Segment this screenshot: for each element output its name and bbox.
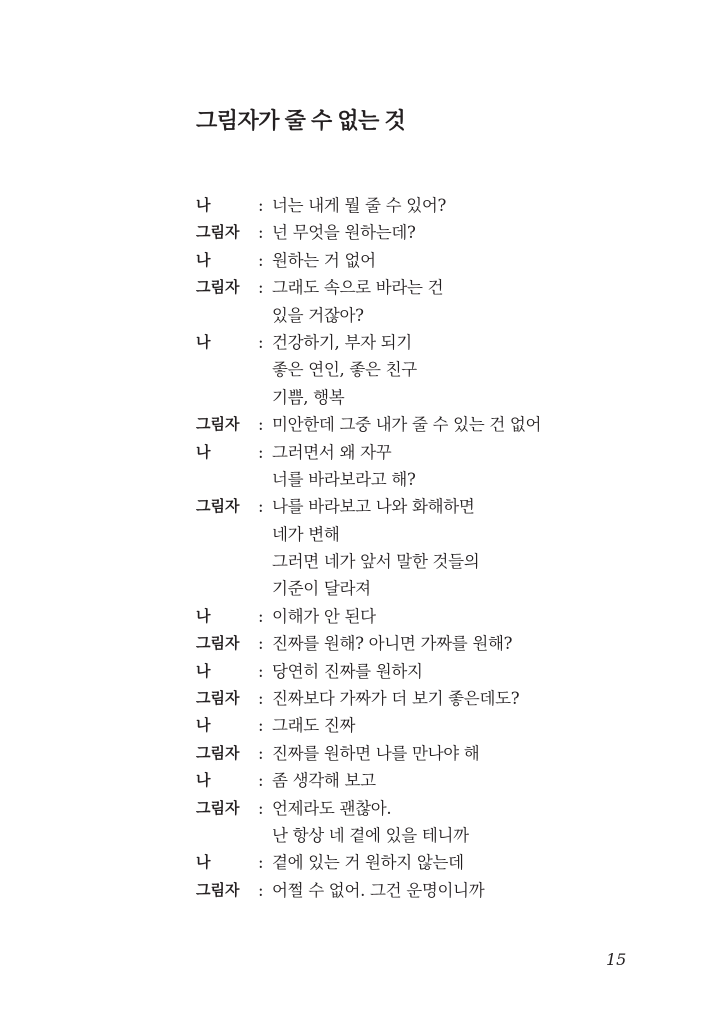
colon-separator: : [258, 415, 264, 435]
colon-separator: : [258, 634, 264, 654]
dialogue-text: 네가 변해 [272, 524, 340, 544]
dialogue-text: 원하는 거 없어 [272, 250, 376, 270]
page-number: 15 [606, 950, 627, 969]
colon-separator: : [258, 442, 264, 462]
dialogue-text: 넌 무엇을 원하는데? [272, 223, 416, 243]
colon-separator: : [258, 798, 264, 818]
colon-separator: : [258, 250, 264, 270]
dialogue-text: 너를 바라보라고 해? [272, 469, 416, 489]
colon-separator: : [258, 743, 264, 763]
speaker-name: 나 [196, 854, 211, 872]
dialogue-text: 곁에 있는 거 원하지 않는데 [272, 853, 464, 873]
dialogue-text: 좋은 연인, 좋은 친구 [272, 360, 417, 380]
dialogue-text: 기쁨, 행복 [272, 387, 345, 407]
dialogue-text: 기준이 달라져 [272, 579, 371, 599]
colon-separator: : [258, 661, 264, 681]
speaker-name: 나 [196, 607, 211, 625]
colon-separator: : [258, 716, 264, 736]
colon-separator: : [258, 332, 264, 352]
dialogue-text: 그러면서 왜 자꾸 [272, 442, 392, 462]
colon-separator: : [258, 771, 264, 791]
dialogue-text: 나를 바라보고 나와 화해하면 [272, 497, 475, 517]
colon-separator: : [258, 880, 264, 900]
dialogue-text: 그러면 네가 앞서 말한 것들의 [272, 552, 480, 572]
speaker-name: 그림자 [196, 881, 240, 899]
speaker-name: 나 [196, 717, 211, 735]
dialogue-text: 있을 거잖아? [272, 305, 364, 325]
dialogue-text: 미안한데 그중 내가 줄 수 있는 건 없어 [272, 415, 542, 435]
dialogue-text: 너는 내게 뭘 줄 수 있어? [272, 196, 447, 215]
dialogue-text: 좀 생각해 보고 [272, 771, 376, 791]
dialogue-text: 어쩔 수 없어. 그건 운명이니까 [272, 880, 485, 900]
dialogue-text: 언제라도 괜찮아. [272, 798, 392, 818]
speaker-name: 그림자 [196, 635, 240, 653]
speaker-name: 그림자 [196, 416, 240, 434]
speaker-name: 나 [196, 662, 211, 680]
speaker-name: 나 [196, 443, 211, 461]
colon-separator: : [258, 853, 264, 873]
colon-separator: : [258, 196, 264, 215]
colon-separator: : [258, 223, 264, 243]
dialogue-text: 진짜를 원하면 나를 만나야 해 [272, 743, 480, 763]
dialogue-text: 이해가 안 된다 [272, 606, 376, 626]
dialogue-text: 당연히 진짜를 원하지 [272, 661, 423, 681]
colon-separator: : [258, 606, 264, 626]
speaker-name: 나 [196, 333, 211, 351]
speaker-name: 나 [196, 251, 211, 269]
page-title: 그림자가 줄 수 없는 것 [196, 108, 406, 133]
speaker-name: 나 [196, 772, 211, 790]
speaker-name: 그림자 [196, 744, 240, 762]
dialogue-text: 건강하기, 부자 되기 [272, 332, 412, 352]
colon-separator: : [258, 278, 264, 298]
speaker-name: 그림자 [196, 690, 240, 708]
dialogue-text: 그래도 속으로 바라는 건 [272, 278, 444, 298]
speaker-name: 그림자 [196, 224, 240, 242]
speaker-name: 그림자 [196, 799, 240, 817]
speaker-name: 그림자 [196, 498, 240, 516]
colon-separator: : [258, 689, 264, 709]
dialogue-text: 그래도 진짜 [272, 716, 356, 736]
colon-separator: : [258, 497, 264, 517]
speaker-name: 그림자 [196, 279, 240, 297]
dialogue-text: 난 항상 네 곁에 있을 테니까 [272, 825, 469, 845]
dialogue-text: 진짜를 원해? 아니면 가짜를 원해? [272, 634, 513, 654]
speaker-name: 나 [196, 197, 211, 214]
dialogue-text: 진짜보다 가짜가 더 보기 좋은데도? [272, 689, 520, 709]
